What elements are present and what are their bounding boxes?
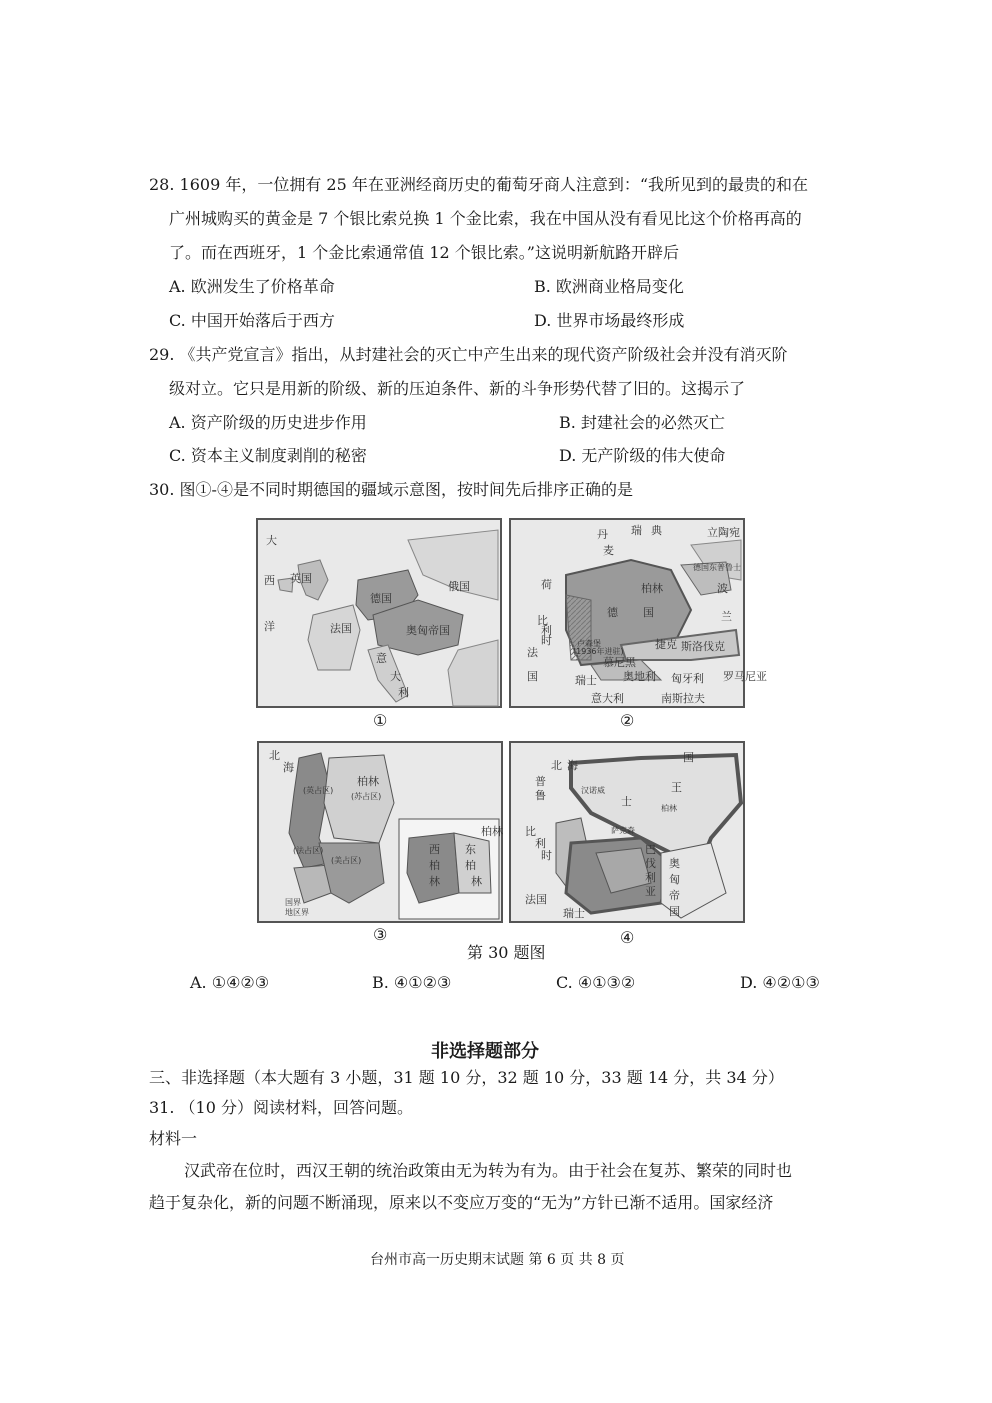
q31-material-line-2: 趋于复杂化，新的问题不断涌现，原来以不变应万变的“无为”方针已渐不适用。国家经济 [149, 1193, 774, 1212]
map1-label-8: 大 [390, 670, 401, 683]
map3-label-12: 东 [465, 843, 476, 856]
map4-label-22: 汉诺威 [581, 786, 605, 795]
map2-label-8: 兰 [721, 610, 732, 623]
map4-label-6: 王 [671, 781, 682, 794]
q29-line-1: 29. 《共产党宣言》指出，从封建社会的灭亡中产生出来的现代资产阶级社会并没有消灭阶 [149, 345, 788, 364]
map2-label-28: (1936年进驻) [573, 647, 624, 656]
map3-label-11: 林 [429, 875, 440, 888]
map3-label-14: 林 [471, 875, 482, 888]
map-3-label: ③ [373, 925, 388, 944]
q31-line: 31. （10 分）阅读材料，回答问题。 [149, 1098, 413, 1117]
map4-label-18: 伐 [645, 857, 656, 870]
q28-line-3: 了。而在西班牙，1 个金比索通常值 12 个银比索。”这说明新航路开辟后 [169, 243, 679, 262]
map2-label-26: 卢森堡 [577, 639, 601, 648]
map3-label-3: 柏林 [357, 775, 379, 788]
map2-label-4: 麦 [603, 544, 614, 557]
map4-label-17: 巴 [645, 843, 656, 856]
map4-label-14: 匈 [669, 873, 680, 886]
map1-label-2: 英国 [290, 572, 312, 585]
map2-label-5: 立陶宛 [707, 526, 740, 539]
map3-label-2: 海 [283, 761, 294, 774]
map2-label-12: 比 [537, 614, 548, 627]
map2-label-16: 国 [527, 670, 538, 683]
map4-label-7: 国 [683, 751, 694, 764]
map4-label-15: 帝 [669, 889, 680, 902]
map2-label-2: 典 [651, 524, 662, 537]
q29-option-c[interactable]: C. 资本主义制度剥削的秘密 [169, 446, 367, 465]
map1-label-7: 意 [376, 652, 387, 665]
map2-label-20: 奥地利 [623, 670, 656, 683]
q30-option-a[interactable]: A. ①④②③ [190, 973, 270, 992]
map2-label-18: 斯洛伐克 [681, 640, 725, 653]
q28-option-c[interactable]: C. 中国开始落后于西方 [169, 311, 335, 330]
map2-label-1: 瑞 [631, 524, 642, 537]
map1-label-4: 德国 [370, 592, 392, 605]
map3-label-9: 西 [429, 843, 440, 856]
map4-label-8: 比 [525, 825, 536, 838]
map2-label-6: 柏林 [641, 582, 663, 595]
map4-label-10: 时 [541, 849, 552, 862]
map1-label-5: 奥匈帝国 [406, 624, 450, 637]
map3-label-10: 柏 [429, 859, 440, 872]
map-4-label: ④ [620, 928, 635, 947]
map4-label-4: 鲁 [535, 789, 546, 802]
map3-label-6: (法占区) [293, 846, 324, 855]
map1-label-6: 法国 [330, 622, 352, 635]
map4-label-21: 萨克森 [611, 826, 635, 835]
map-3 [257, 741, 503, 923]
map2-label-22: 瑞士 [575, 674, 597, 687]
map2-label-3: 丹 [597, 528, 608, 541]
part3-heading: 三、非选择题（本大题有 3 小题，31 题 10 分，32 题 10 分，33 题 14 分，共 34 分） [149, 1068, 784, 1087]
map4-label-2: 海 [567, 759, 578, 772]
map2-label-27: 德国东普鲁士 [693, 563, 741, 572]
map2-label-15: 法 [527, 646, 538, 659]
map2-label-11: 荷 [541, 578, 552, 591]
map3-label-1: 北 [269, 749, 280, 762]
map4-label-11: 法国 [525, 893, 547, 906]
map2-label-7: 波 [717, 582, 728, 595]
q29-line-2: 级对立。它只是用新的阶级、新的压迫条件、新的斗争形势代替了旧的。这揭示了 [169, 379, 746, 398]
map3-label-7: (美占区) [331, 856, 362, 865]
map2-label-17: 捷克 [655, 638, 677, 651]
map2-label-9: 德 [607, 606, 618, 619]
page-footer: 台州市高一历史期末试题 第 6 页 共 8 页 [370, 1252, 625, 1268]
map3-label-5: (英占区) [303, 786, 334, 795]
map1-label-9: 利 [398, 686, 409, 699]
q30-option-b[interactable]: B. ④①②③ [372, 973, 452, 992]
q30-option-d[interactable]: D. ④②①③ [740, 973, 820, 992]
map-1 [256, 518, 502, 708]
map4-label-1: 北 [551, 759, 562, 772]
q30-line: 30. 图①-④是不同时期德国的疆域示意图，按时间先后排序正确的是 [149, 480, 633, 499]
map3-label-13: 柏 [465, 859, 476, 872]
map1-label-1: 大 [266, 534, 277, 547]
map2-label-14: 时 [541, 634, 552, 647]
map-4 [509, 741, 745, 923]
q28-line-1: 28. 1609 年，一位拥有 25 年在亚洲经商历史的葡萄牙商人注意到：“我所见到的最贵的和在 [149, 175, 809, 194]
q31-material-line-1: 汉武帝在位时，西汉王朝的统治政策由无为转为有为。由于社会在复苏、繁荣的同时也 [184, 1161, 793, 1180]
map-2-label: ② [620, 711, 635, 730]
map4-label-20: 亚 [645, 885, 656, 898]
map4-label-23: 柏林 [661, 804, 677, 813]
q30-option-c[interactable]: C. ④①③② [556, 973, 636, 992]
map4-label-3: 普 [535, 775, 546, 788]
map2-label-21: 匈牙利 [671, 672, 704, 685]
q28-option-b[interactable]: B. 欧洲商业格局变化 [534, 277, 684, 296]
map2-label-25: 罗马尼亚 [723, 670, 767, 683]
q28-option-d[interactable]: D. 世界市场最终形成 [534, 311, 685, 330]
figure-caption: 第 30 题图 [467, 943, 546, 962]
q28-option-a[interactable]: A. 欧洲发生了价格革命 [169, 277, 335, 296]
map2-label-13: 利 [541, 624, 552, 637]
map4-label-9: 利 [535, 837, 546, 850]
map-2 [509, 518, 767, 708]
q31-material-title: 材料一 [149, 1129, 198, 1148]
section-title: 非选择题部分 [431, 1041, 539, 1062]
q29-option-b[interactable]: B. 封建社会的必然灭亡 [559, 413, 725, 432]
q28-line-2: 广州城购买的黄金是 7 个银比索兑换 1 个金比索，我在中国从没有看见比这个价格再高的 [169, 209, 802, 228]
map4-label-16: 国 [669, 905, 680, 918]
map4-label-13: 奥 [669, 857, 680, 870]
map2-label-24: 南斯拉夫 [661, 692, 705, 705]
map1-label-10: 洋 [264, 620, 275, 633]
q29-option-a[interactable]: A. 资产阶级的历史进步作用 [169, 413, 367, 432]
map4-label-12: 瑞士 [563, 907, 585, 920]
map3-label-16: 地区界 [285, 908, 309, 917]
map4-label-19: 利 [645, 871, 656, 884]
map2-label-19: 慕尼黑 [603, 656, 636, 669]
map3-label-8: 柏林 [481, 825, 503, 838]
map1-label-11: 西 [264, 574, 275, 587]
map3-label-15: 国界 [285, 898, 301, 907]
q29-option-d[interactable]: D. 无产阶级的伟大使命 [559, 446, 726, 465]
map1-label-3: 俄国 [448, 580, 470, 593]
map2-label-23: 意大利 [591, 692, 624, 705]
map-1-label: ① [373, 711, 388, 730]
map4-label-5: 士 [621, 795, 632, 808]
map2-label-10: 国 [643, 606, 654, 619]
map3-label-4: (苏占区) [351, 792, 382, 801]
